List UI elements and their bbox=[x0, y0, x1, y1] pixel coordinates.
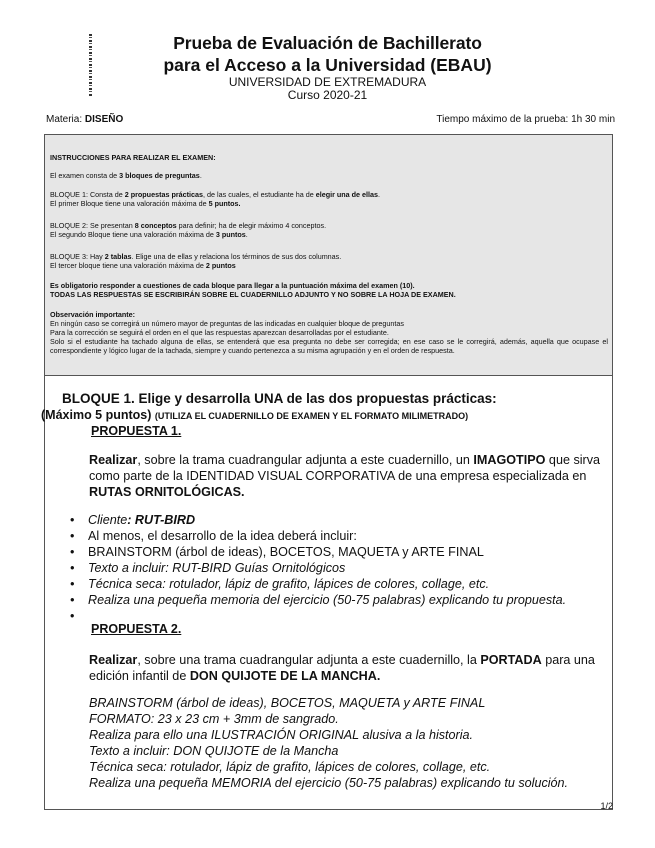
list-item: • BRAINSTORM (árbol de ideas), BOCETOS, MAQUETA y ARTE FINAL bbox=[70, 544, 566, 560]
instr-line: BLOQUE 3: Hay 2 tablas. Elige una de ellas y relaciona los términos de sus dos columnas. bbox=[50, 252, 342, 261]
instr-line: El examen consta de 3 bloques de preguntas. bbox=[50, 171, 202, 180]
subject-label: Materia: bbox=[46, 114, 85, 125]
propuesta-2-label: PROPUESTA 2. bbox=[91, 622, 182, 636]
list-item: • Al menos, el desarrollo de la idea deberá incluir: bbox=[70, 528, 566, 544]
propuesta-2-line: Realiza una pequeña MEMORIA del ejercicio (50-75 palabras) explicando tu solución. bbox=[89, 776, 569, 790]
propuesta-1-label: PROPUESTA 1. bbox=[91, 424, 182, 438]
instr-line: El segundo Bloque tiene una valoración máxima de 3 puntos. bbox=[50, 230, 248, 239]
instr-line: El primer Bloque tiene una valoración máxima de 5 puntos. bbox=[50, 199, 241, 208]
instr-line: El tercer bloque tiene una valoración máxima de 2 puntos bbox=[50, 261, 236, 270]
university-name: UNIVERSIDAD DE EXTREMADURA bbox=[228, 75, 427, 89]
propuesta-2-line: Técnica seca: rotulador, lápiz de grafito, lápices de colores, collage, etc. bbox=[89, 760, 491, 774]
propuesta-2-line: Realiza para ello una ILUSTRACIÓN ORIGINAL alusiva a la historia. bbox=[89, 728, 474, 742]
list-item: • Texto a incluir: RUT-BIRD Guías Ornitológicos bbox=[70, 560, 566, 576]
instructions-heading: INSTRUCCIONES PARA REALIZAR EL EXAMEN: bbox=[50, 153, 216, 162]
list-item: • Cliente: RUT-BIRD bbox=[70, 512, 566, 528]
page-number: 1/2 bbox=[600, 801, 613, 811]
observation-line: Para la corrección se seguirá el orden en el que las respuestas aparezcan desarrolladas por el estudiante. bbox=[50, 328, 389, 337]
title-line-1: Prueba de Evaluación de Bachillerato bbox=[173, 33, 482, 53]
subject bbox=[46, 114, 123, 125]
propuesta-2-line: BRAINSTORM (árbol de ideas), BOCETOS, MAQUETA y ARTE FINAL bbox=[89, 696, 486, 710]
propuesta-1-text: Realizar, sobre la trama cuadrangular adjunta a este cuadernillo, un IMAGOTIPO que sirva como parte de la IDENTIDAD VISUAL CORPORATIVA de una empresa especializada en RUTAS ORNITOLÓGICAS. bbox=[89, 453, 601, 499]
block1-subtitle: (Máximo 5 puntos) (UTILIZA EL CUADERNILLO DE EXAMEN Y EL FORMATO MILIMETRADO) bbox=[41, 408, 469, 422]
propuesta-1-list bbox=[70, 512, 566, 624]
observation-line: En ningún caso se corregirá un número mayor de preguntas de las indicadas en cualquier bloque de preguntas bbox=[50, 319, 405, 328]
observation-heading: Observación importante: bbox=[50, 310, 136, 319]
list-item: • Realiza una pequeña memoria del ejercicio (50-75 palabras) explicando tu propuesta. bbox=[70, 592, 566, 608]
block1-title: BLOQUE 1. Elige y desarrolla UNA de las dos propuestas prácticas: bbox=[62, 391, 497, 406]
propuesta-2-text: Realizar, sobre una trama cuadrangular adjunta a este cuadernillo, la PORTADA para una edición infantil de DON QUIJOTE DE LA MANCHA. bbox=[89, 653, 595, 683]
instr-line: Es obligatorio responder a cuestiones de cada bloque para llegar a la puntuación máxima del examen (10). bbox=[50, 281, 415, 290]
instr-line: BLOQUE 1: Consta de 2 propuestas prácticas, de las cuales, el estudiante ha de elegir una de ellas. bbox=[50, 190, 381, 199]
propuesta-2-line: Texto a incluir: DON QUIJOTE de la Mancha bbox=[89, 744, 339, 758]
title-line-2: para el Acceso a la Universidad (EBAU) bbox=[163, 55, 492, 75]
propuesta-2-line: FORMATO: 23 x 23 cm + 3mm de sangrado. bbox=[89, 712, 339, 726]
subject-value: DISEÑO bbox=[84, 114, 124, 125]
instr-line: BLOQUE 2: Se presentan 8 conceptos para definir; ha de elegir máximo 4 conceptos. bbox=[50, 221, 327, 230]
list-item: • Técnica seca: rotulador, lápiz de grafito, lápices de colores, collage, etc. bbox=[70, 576, 566, 592]
time-limit: Tiempo máximo de la prueba: 1h 30 min bbox=[436, 114, 615, 125]
course-year: Curso 2020-21 bbox=[287, 88, 368, 102]
instr-line: TODAS LAS RESPUESTAS SE ESCRIBIRÁN SOBRE EL CUADERNILLO ADJUNTO Y NO SOBRE LA HOJA DE EXAMEN. bbox=[50, 290, 456, 299]
observation-paragraph: Solo si el estudiante ha tachado alguna de ellas, se entenderá que esa pregunta no debe ser corregida; en ese caso se le corregirá, además, aquella que ocupase el correspondiente y lógico lugar de la tachada, siempre y cuando pertenezca a su misma agrupación y en el orden de respuesta. bbox=[50, 337, 608, 355]
